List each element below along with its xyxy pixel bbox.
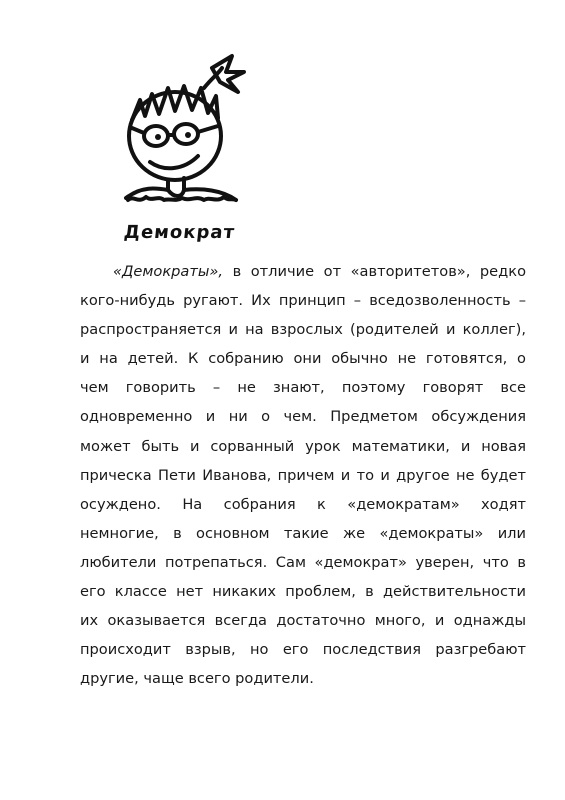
- text-line: прическа Пети Иванова, причем и то и другое не будет: [80, 466, 526, 484]
- text-line: «Демократы», в отличие от «авторитетов», редко: [113, 263, 526, 280]
- text-line: распространяется и на взрослых (родителей и коллег),: [80, 321, 526, 339]
- text-line: и на детей. К собранию они обычно не готовятся, о: [80, 350, 526, 368]
- text-line: может быть и сорванный урок математики, и новая: [80, 437, 526, 455]
- text-line: осуждено. На собрания к «демократам» ходят: [80, 495, 526, 513]
- text-line: другие, чаще всего родители.: [80, 670, 314, 688]
- text-line: чем говорить – не знают, поэтому говорят все: [80, 379, 526, 397]
- illustration-caption: Демократ: [122, 222, 237, 243]
- text-line: их оказывается всегда достаточно много, и однажды: [80, 612, 526, 630]
- text-line: любители потрепаться. Сам «демократ» уверен, что в: [80, 553, 526, 571]
- text-line: немногие, в основном такие же «демократы» или: [80, 524, 526, 542]
- term-democrats: «Демократы»,: [113, 263, 224, 280]
- text-line: его классе нет никаких проблем, в действительности: [80, 583, 526, 601]
- girl-with-glasses-drawing: [112, 48, 262, 208]
- paragraph: [80, 257, 526, 693]
- text-line: кого-нибудь ругают. Их принцип – вседозволенность –: [80, 292, 526, 310]
- text-line: одновременно и ни о чем. Предметом обсуждения: [80, 408, 526, 426]
- text-line: происходит взрыв, но его последствия разгребают: [80, 641, 526, 659]
